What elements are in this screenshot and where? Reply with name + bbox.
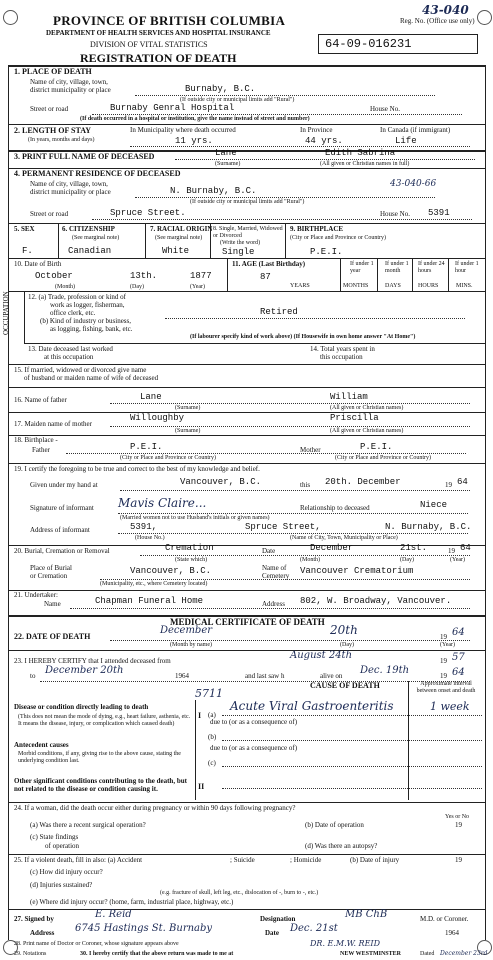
reg-top-number: 43-040: [422, 3, 469, 17]
attended-to: December 20th: [45, 665, 124, 676]
stay-province: 44 yrs.: [305, 136, 343, 146]
birthplace-value: P.E.I.: [310, 247, 343, 257]
deceased-surname: Lane: [215, 148, 237, 158]
dob-year: 1877: [190, 271, 212, 281]
department: DEPARTMENT OF HEALTH SERVICES AND HOSPITAL INSURANCE: [46, 29, 271, 37]
informant-relationship: Niece: [420, 500, 448, 510]
residence-house-no: 5391: [428, 208, 450, 218]
stay-canada: Life: [395, 136, 417, 146]
attended-from: August 24th: [290, 650, 353, 661]
occupation-side-label: OCCUPATION: [2, 291, 10, 335]
dod-year: 64: [452, 627, 465, 638]
cause-code: 5711: [195, 687, 223, 700]
undertaker-address: 802, W. Broadway, Vancouver.: [300, 596, 452, 606]
residence-street: Spruce Street.: [110, 208, 186, 218]
informant-place: Vancouver, B.C.: [180, 477, 262, 487]
certifier-printed-name: DR. E.M.W. REID: [310, 939, 380, 948]
registration-date: December 23rd: [440, 950, 488, 957]
division: DIVISION OF VITAL STATISTICS: [90, 40, 208, 49]
certifier-date: Dec. 21st: [290, 923, 338, 934]
racial-origin-value: White: [162, 246, 190, 256]
disposition-type: Cremation: [165, 543, 214, 553]
informant-date: 20th. December: [325, 477, 401, 487]
certifier-signature: E. Reid: [95, 909, 132, 920]
cemetery-name: Vancouver Crematorium: [300, 566, 414, 576]
s1-label: 1. PLACE OF DEATH: [14, 67, 92, 76]
father-birthplace: P.E.I.: [130, 442, 163, 452]
dod-day: 20th: [330, 623, 358, 637]
mother-birthplace: P.E.I.: [360, 442, 393, 452]
marital-value: Single: [222, 247, 255, 257]
sex-value: F.: [22, 246, 33, 256]
father-surname: Lane: [140, 392, 162, 402]
last-seen-date: Dec. 19th: [360, 665, 410, 676]
citizenship-value: Canadian: [68, 246, 112, 256]
age-years: 87: [260, 272, 271, 282]
informant-signature: Mavis Claire...: [118, 496, 207, 510]
dob-month: October: [35, 271, 73, 281]
informant-house-no: 5391,: [130, 522, 158, 532]
reg-no-label: Reg. No. (Office use only): [400, 17, 475, 25]
informant-street: Spruce Street,: [245, 522, 321, 532]
dod-month: December: [160, 625, 213, 636]
deceased-given-names: Edith Sabrina: [325, 148, 396, 158]
disposition-year: 64: [460, 543, 471, 553]
undertaker-name: Chapman Funeral Home: [95, 596, 204, 606]
occupation-value: Retired: [260, 307, 298, 317]
disposition-day: 21st.: [400, 543, 428, 553]
reg-number-box: 64-09-016231: [318, 34, 478, 54]
interval-a: 1 week: [430, 700, 470, 713]
province-title: PROVINCE OF BRITISH COLUMBIA: [53, 13, 286, 28]
place-of-death-city: Burnaby, B.C.: [185, 84, 256, 94]
residence-note: 43-040-66: [390, 179, 437, 189]
cause-a: Acute Viral Gastroenteritis: [230, 699, 394, 713]
registration-place: NEW WESTMINSTER: [340, 951, 401, 957]
medical-title: MEDICAL CERTIFICATE OF DEATH: [170, 617, 325, 627]
disposition-month: December: [310, 543, 354, 553]
dob-day: 13th.: [130, 271, 158, 281]
certifier-address: 6745 Hastings St. Burnaby: [75, 923, 213, 934]
informant-city: N. Burnaby, B.C.: [385, 522, 472, 532]
punch-hole-icon: [3, 10, 18, 25]
punch-hole-icon: [477, 10, 492, 25]
residence-city: N. Burnaby, B.C.: [170, 186, 257, 196]
certifier-designation: MB ChB: [345, 909, 388, 920]
mother-given-names: Priscilla: [330, 413, 379, 423]
death-registration-form: 43-040 Reg. No. (Office use only) 64-09-016231 PROVINCE OF BRITISH COLUMBIA DEPARTMENT OF HEALTH SERVICES AND HOSPITAL INSURANCE DIVISION OF VITAL STATISTICS REGISTRATION OF DEATH 1. PLACE OF DEATH Name of city, village, town, district municipality or place Burnaby, B.C. (If outside city or municipal limits add "Rural") Street or road Burnaby Genral Hospital House No. (If death occurred in a hospital or institution, give the name instead of street and number) 2. LENGTH OF STAY (In years, months and days) In Municipality where death occurred 11 yrs. In Province 44 yrs. In Canada (if immigrant) Life 3. PRINT FULL NAME OF DECEASED Lane Edith Sabrina (Surname) (All given or Christian names in full) 4. PERMANENT RESIDENCE OF DECEASED Name of city, village, town, district municipality or place N. Burnaby, B.C. 43-040-66 (If outside city or municipal limits add "Rural") Street or road Spruce Street. House No. 5391 5. SEX F. 6. CITIZENSHIP (See marginal note) Canadian 7. RACIAL ORIGIN (See marginal note) White 8. Single, Married, Widowed or Divorced (Write the word) Single 9. BIRTHPLACE (City or Place and Province or Country) P.E.I. 10. Date of Birth October 13th. 1877 (Month) (Day) (Year) 11. AGE (Last Birthday) 87 YEARS If under 1 year MONTHS If under 1 month DAYS If under 24 hours HOURS If under 1 hour MINS. OCCUPATION 12. (a) Trade, profession or kind of work as logger, fisherman, office clerk, etc. (b) Kind of industry or business, as logging, fishing, bank, etc. Retired (If labourer specify kind of work above) (If Housewife in own home answer "At Home") 13. Date deceased last worked at this occupation 14. Total years spent in this occupation 15. If married, widowed or divorced give name of husband or maiden name of wife of deceased 16. Name of father Lane William (Surname) (All given or Christian names) 17. Maiden name of mother Willoughby Priscilla (Surname) (All given or Christian names) 18. Birthplace - Father P.E.I. Mother P.E.I. (City or Place and Province or Country) (City or Place and Province or Country) 19. I certify the foregoing to be true and correct to the best of my knowledge and belief. Given under my hand at Vancouver, B.C. this 20th. December 19 64 Signature of informant Mavis Claire... Relationship to deceased Niece (Married women not to use Husband's initials or given names) Address of informant 5391, Spruce Street, N. Burnaby, B.C. (House No.) (Name of City, Town, Municipality or Place) 20. Burial, Cremation or Removal Cremation Date December 21st. 19 64 (State which) (Month) (Day) (Year) Place of Burial or Cremation Vancouver, B.C. Name of Cemetery Vancouver Crematorium (Municipality, etc., where Cemetery located) 21. Undertaker: Name Chapman Funeral Home Address 802, W. Broadway, Vancouver. MEDICAL CERTIFICATE OF DEATH 22. DATE OF DEATH December 20th 19 64 (Month by name) (Day) (Year) 23. I HEREBY CERTIFY that I attended deceased from August 24th 19 57 to December 20th 1964 and last saw h alive on Dec. 19th 19 64 CAUSE OF DEATH Approximate interval between onset and death 5711 Disease or condition directly leading to death (This does not mean the mode of dying, e.g., heart failure, asthenia, etc. It means the disease, injury, or complication which caused death) Antecedent causes Morbid conditions, if any, giving rise to the above cause, stating the underlying condition last. I (a) Acute Viral Gastroenteritis 1 week due to (or as a consequence of) (b) due to (or as a consequence of) (c) II Other significant conditions contributing to the death, but not related to the disease or condition causing it. 24. If a woman, did the death occur either during pregnancy or within 90 days following pregnancy? Yes or No (a) Was there a recent surgical operation? (b) Date of operation 19 (c) State findings of operation (d) Was there an autopsy? 25. If a violent death, fill in also: (a) Accident ; Suicide ; Homicide (b) Date of injury 19 (c) How did injury occur? (d) Injuries sustained? (e.g. fracture of skull, left leg, etc., dislocation of -, burn to -, etc.) (e) Where did injury occur? (home, farm, industrial place, highway, etc.) 27. Signed by E. Reid Designation MB ChB M.D. or Coroner. Address 6745 Hastings St. Burnaby Date Dec. 21st 1964 28. Print name of Doctor or Coroner, whose signature appears above DR. E.M.W. REID 29. Notations 30. I hereby certify that the above return was made to me at NEW WESTMINSTER Dated December 23rd: [0, 0, 493, 960]
form-title: REGISTRATION OF DEATH: [80, 51, 237, 65]
father-given-names: William: [330, 392, 368, 402]
disposition-place: Vancouver, B.C.: [130, 566, 212, 576]
stay-municipality: 11 yrs.: [175, 136, 213, 146]
mother-surname: Willoughby: [130, 413, 185, 423]
place-of-death-street: Burnaby Genral Hospital: [110, 103, 235, 113]
